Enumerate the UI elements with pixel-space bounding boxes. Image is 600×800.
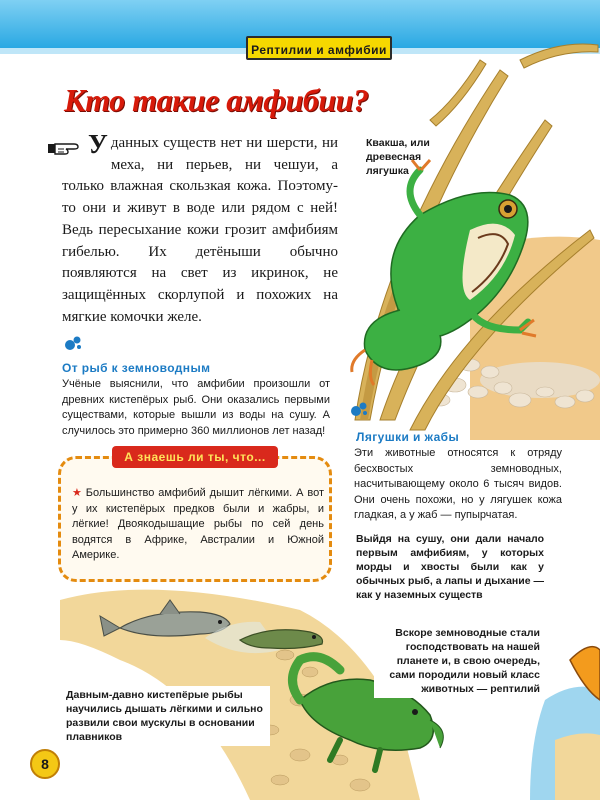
- bubble-icon: [350, 400, 368, 418]
- drop-cap: У: [88, 129, 108, 159]
- frog-caption-line: древесная: [366, 151, 422, 163]
- frog-caption-line: лягушка: [366, 165, 409, 177]
- fish-section-text: Учёные выяснили, что амфибии произошли от древних кистепёрых рыб. Они оказались первыми существами, которые вышли из воды на сушу. А случилось это примерно 360 миллионов лет назад!: [62, 378, 330, 437]
- intro-text: данных существ нет ни шерсти, ни меха, ни перьев, ни чешуи, а только влажная скользкая кожа. Поэтому-то они и живут в воде или рядом с ней! Ведь пересыхание кожи грозит амфибиям гибелью. Их детёныши обычно появляются на свет из икринок, не защищённых скорлупой и похожих на мягкие комочки желе.: [62, 135, 338, 325]
- bubble-icon: [64, 334, 82, 352]
- page-number: 8: [30, 749, 60, 779]
- fact-box-title: А знаешь ли ты, что...: [112, 446, 278, 468]
- star-icon: ★: [72, 487, 83, 499]
- intro-paragraph: [62, 129, 338, 328]
- fish-section-heading: От рыб к земноводным: [62, 361, 211, 375]
- reptiles-caption: Вскоре земноводные стали господствовать на нашей планете и, в свою очередь, сами породили новый класс животных — рептилий: [374, 624, 544, 698]
- land-caption: Выйдя на сушу, они дали начало первым амфибиям, у которых морды и хвосты были как у обычных рыб, а лапы и дыхание — как у наземных существ: [352, 530, 548, 604]
- frogs-section-heading: Лягушки и жабы: [356, 430, 460, 444]
- fact-box-body: Большинство амфибий дышит лёгкими. А вот у их кистепёрых предков были и жабры, и лёгкие! Двоякодышащие рыбы по сей день водятся в Африке, Австралии и Южной Америке.: [72, 487, 324, 561]
- frog-caption: [366, 136, 456, 178]
- frogs-section-text: Эти животные относятся к отряду бесхвостых земноводных, насчитывающему около 6 тысяч видов. Они очень похожи, но у лягушек кожа гладкая, а у жаб — пупырчатая.: [354, 447, 562, 521]
- frog-caption-line: Квакша, или: [366, 137, 430, 149]
- fish-caption: Давным-давно кистепёрые рыбы научились дышать лёгкими и сильно развили свои мускулы в основании плавников: [62, 686, 270, 746]
- page-title: Кто такие амфибии?: [64, 82, 369, 118]
- section-title: Рептилии и амфибии: [246, 36, 392, 60]
- fact-box-text: [72, 486, 324, 564]
